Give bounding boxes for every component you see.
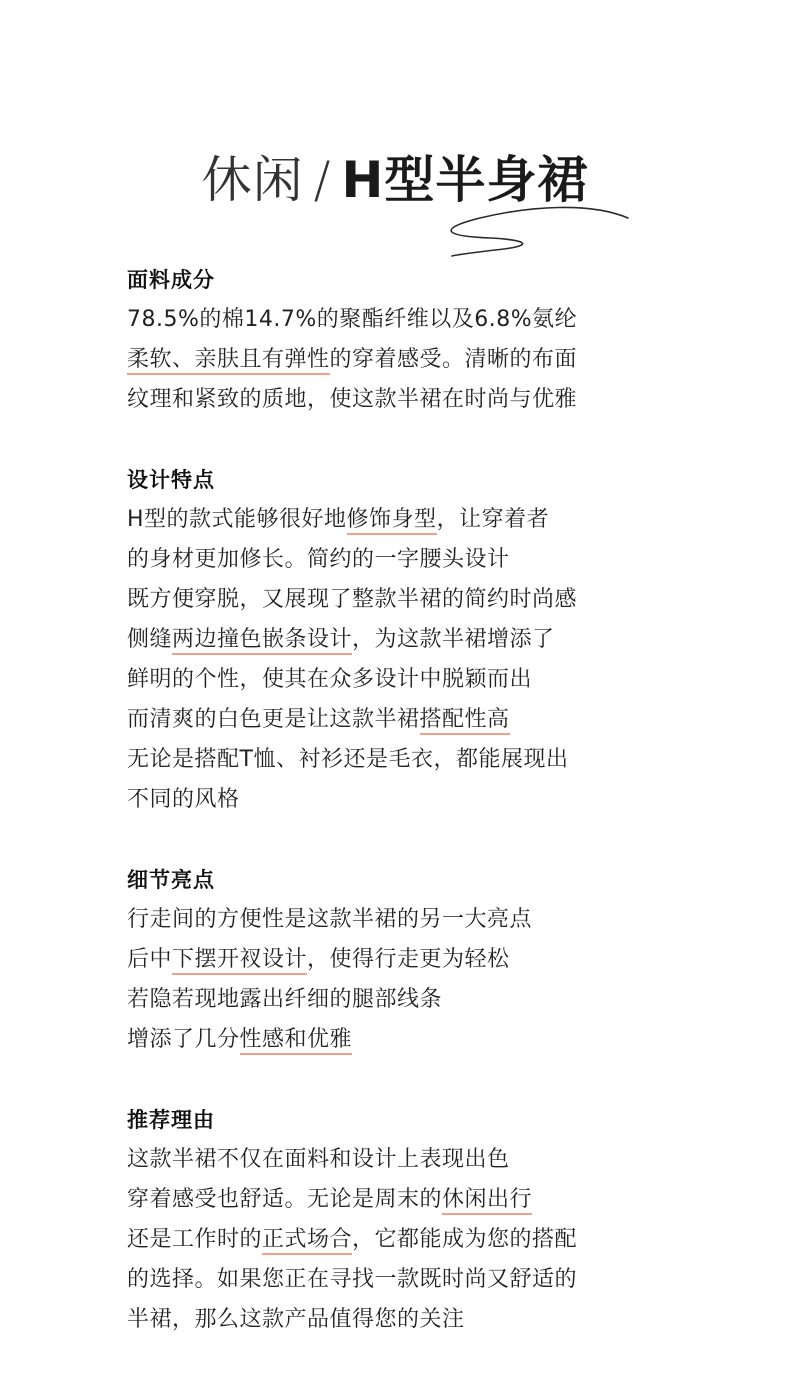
highlighted-text: 柔软、亲肤且有弹性 — [127, 347, 330, 375]
body-line — [127, 940, 657, 980]
highlighted-text: 两边撞色嵌条设计 — [172, 627, 352, 655]
text-segment: 而清爽的白色更是让这款半裙 — [127, 707, 420, 732]
text-segment: 无论是搭配T恤、衬衫还是毛衣，都能展现出 — [127, 747, 569, 772]
body-line — [127, 700, 657, 740]
text-segment: ，使得行走更为轻松 — [307, 947, 510, 972]
text-segment: ，为这款半裙增添了 — [352, 627, 555, 652]
section-heading: 设计特点 — [127, 468, 215, 492]
section — [127, 860, 657, 1060]
text-segment: 半裙，那么这款产品值得您的关注 — [127, 1307, 465, 1332]
highlighted-text: 修饰身型 — [347, 507, 437, 535]
highlighted-text: 下摆开衩设计 — [172, 947, 307, 975]
text-segment: 纹理和紧致的质地，使这款半裙在时尚与优雅 — [127, 387, 578, 412]
title-light: 休闲 — [201, 151, 304, 209]
text-segment: 若隐若现地露出纤细的腿部线条 — [127, 987, 443, 1012]
text-segment: 不同的风格 — [127, 787, 240, 812]
section — [127, 1100, 657, 1340]
text-segment: H型的款式能够很好地 — [127, 507, 347, 532]
body-line — [127, 300, 657, 340]
title-bold: H型半身裙 — [341, 151, 589, 209]
text-segment: 增添了几分 — [127, 1027, 240, 1052]
body-line — [127, 1300, 657, 1340]
body-line — [127, 740, 657, 780]
title-wrap — [0, 142, 790, 218]
text-segment: ，它都能成为您的搭配 — [352, 1227, 578, 1252]
text-segment: 穿着感受也舒适。无论是周末的 — [127, 1187, 443, 1212]
text-segment: 后中 — [127, 947, 173, 972]
highlighted-text: 性感和优雅 — [240, 1027, 353, 1055]
text-segment: ，让穿着者 — [436, 507, 550, 532]
section-heading: 细节亮点 — [127, 868, 215, 892]
body-line — [127, 540, 657, 580]
content — [127, 260, 657, 1380]
text-segment: 既方便穿脱，又展现了整款半裙的简约时尚感 — [127, 587, 578, 612]
text-segment: 的选择。如果您正在寻找一款既时尚又舒适的 — [127, 1267, 578, 1292]
title-separator: / — [313, 151, 332, 209]
body-line — [127, 380, 657, 420]
section-heading: 面料成分 — [127, 268, 215, 292]
body-line — [127, 660, 657, 700]
text-segment: 的身材更加修长。简约的一字腰头设计 — [127, 547, 510, 572]
highlighted-text: 正式场合 — [262, 1227, 352, 1255]
body-line — [127, 580, 657, 620]
body-line — [127, 1220, 657, 1260]
text-segment: 78.5%的棉14.7%的聚酯纤维以及6.8%氨纶 — [127, 307, 578, 332]
highlighted-text: 搭配性高 — [420, 707, 510, 735]
body-line — [127, 1020, 657, 1060]
section — [127, 260, 657, 420]
text-segment: 这款半裙不仅在面料和设计上表现出色 — [127, 1147, 510, 1172]
body-line — [127, 500, 657, 540]
body-line — [127, 1180, 657, 1220]
text-segment: 的穿着感受。清晰的布面 — [329, 347, 578, 372]
body-line — [127, 1140, 657, 1180]
body-line — [127, 620, 657, 660]
text-segment: 行走间的方便性是这款半裙的另一大亮点 — [127, 907, 533, 932]
text-segment: 鲜明的个性，使其在众多设计中脱颖而出 — [127, 667, 533, 692]
body-line — [127, 980, 657, 1020]
swoosh-icon — [440, 200, 640, 262]
text-segment: 还是工作时的 — [127, 1227, 263, 1252]
body-line — [127, 900, 657, 940]
section-heading: 推荐理由 — [127, 1108, 215, 1132]
text-segment: 侧缝 — [127, 627, 173, 652]
highlighted-text: 休闲出行 — [442, 1187, 532, 1215]
body-line — [127, 1260, 657, 1300]
body-line — [127, 780, 657, 820]
section — [127, 460, 657, 820]
body-line — [127, 340, 657, 380]
